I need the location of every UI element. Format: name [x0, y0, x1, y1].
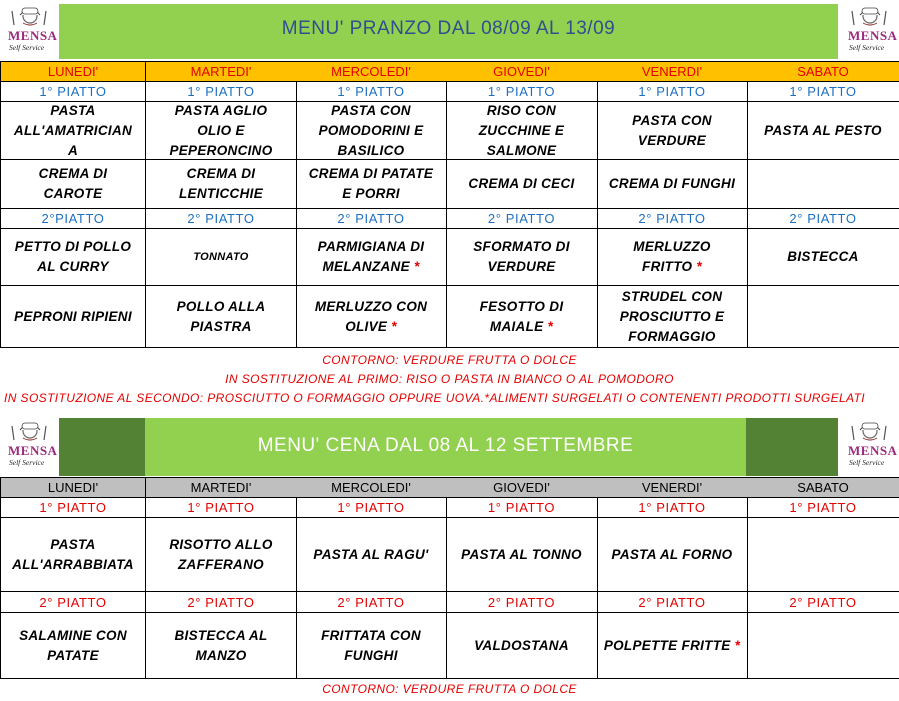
dish-name	[39, 164, 108, 204]
dish-line: PASTA AL FORNO	[611, 546, 733, 562]
lunch-course-label: 2° PIATTO	[597, 209, 748, 229]
dish-line: CREMA DI PATATE	[308, 166, 434, 181]
dish-line: PEPRONI RIPIENI	[14, 308, 132, 324]
dish-line: SALAMINE CON	[19, 627, 127, 643]
frozen-marker-icon: *	[730, 637, 741, 653]
dish-line: CAROTE	[43, 186, 103, 201]
mensa-logo-left	[0, 3, 60, 58]
dish-line: SFORMATO DI	[473, 239, 570, 254]
dish-line: PASTA AL PESTO	[764, 122, 882, 138]
logo-name: MENSA	[8, 28, 58, 43]
dish-line: FUNGHI	[344, 647, 398, 663]
dish-line: OLIO E	[197, 122, 245, 138]
dinner-day-header: MERCOLEDI'	[296, 478, 447, 498]
dish-line: ZAFFERANO	[178, 556, 264, 572]
dish-line: PIASTRA	[190, 318, 252, 334]
dish-name	[473, 237, 570, 277]
logo-name: MENSA	[848, 28, 898, 43]
dish-name	[764, 121, 882, 141]
lunch-dish-cell	[747, 160, 899, 209]
dish-line: ZUCCHINE E	[478, 122, 565, 138]
dinner-dish-cell	[597, 518, 748, 592]
lunch-dish-cell	[1, 229, 146, 286]
lunch-dish-cell	[747, 286, 899, 348]
dinner-header	[0, 415, 899, 477]
dish-line: MERLUZZO	[633, 239, 711, 254]
dish-name	[15, 237, 131, 277]
dinner-dish-cell	[597, 613, 748, 679]
lunch-day-header: VENERDI'	[597, 62, 748, 82]
lunch-dish-cell	[747, 102, 899, 160]
dinner-course-label: 1° PIATTO	[146, 498, 297, 518]
dish-name	[313, 545, 428, 565]
lunch-dish-cell	[597, 160, 748, 209]
dish-name	[193, 247, 248, 267]
dish-line: FORMAGGIO	[628, 328, 716, 344]
lunch-course-label: 1° PIATTO	[446, 82, 598, 102]
dish-line: BASILICO	[337, 142, 405, 158]
logo-name: MENSA	[848, 443, 898, 458]
dish-name	[318, 237, 425, 277]
frozen-marker-icon: *	[543, 318, 554, 334]
logo-subtitle: Self Service	[9, 458, 45, 467]
dinner-course-label: 2° PIATTO	[597, 592, 748, 613]
lunch-dish-cell	[747, 229, 899, 286]
dinner-table	[0, 477, 899, 679]
dinner-day-header: MARTEDI'	[146, 478, 297, 498]
dish-name	[174, 626, 267, 666]
dinner-title: MENU' CENA DAL 08 AL 12 SETTEMBRE	[257, 435, 634, 456]
lunch-dish-cell	[146, 286, 297, 348]
dish-name	[315, 297, 427, 337]
dinner-course-label: 2° PIATTO	[146, 592, 297, 613]
frozen-marker-icon: *	[692, 259, 702, 274]
mensa-logo-right	[840, 3, 899, 58]
dish-name	[479, 101, 565, 161]
dish-line: POLLO ALLA	[176, 298, 266, 314]
dish-name	[12, 535, 134, 575]
dish-name	[620, 287, 725, 347]
lunch-note-secondo: IN SOSTITUZIONE AL SECONDO: PROSCIUTTO O FORMAGGIO OPPURE UOVA.*ALIMENTI SURGELATI O CONTENENTI PRODOTTI SURGELATI	[4, 391, 866, 405]
dish-line: PEPERONCINO	[169, 142, 273, 158]
lunch-day-header: SABATO	[747, 62, 899, 82]
dinner-course-label: 1° PIATTO	[597, 498, 748, 518]
dish-name	[787, 247, 858, 267]
lunch-table	[0, 61, 899, 348]
dish-line: PASTA CON	[331, 102, 411, 118]
dinner-dish-cell	[146, 613, 297, 679]
lunch-course-label: 2°PIATTO	[1, 209, 146, 229]
dish-line: OLIVE	[345, 318, 388, 334]
dish-line: BISTECCA	[787, 249, 859, 264]
dinner-dish-cell	[296, 518, 447, 592]
dish-name	[468, 174, 574, 194]
dinner-course-label: 2° PIATTO	[747, 592, 899, 613]
dinner-course-label: 2° PIATTO	[1, 592, 146, 613]
mensa-logo-right-dinner	[840, 418, 899, 473]
lunch-dish-cell	[1, 160, 146, 209]
dinner-day-header: GIOVEDI'	[446, 478, 598, 498]
lunch-day-header: MARTEDI'	[146, 62, 297, 82]
dish-line: POLPETTE FRITTE	[603, 637, 731, 653]
dish-name	[177, 297, 266, 337]
dinner-day-header: LUNEDI'	[1, 478, 146, 498]
lunch-header	[0, 0, 899, 61]
dish-line: ALL'ARRABBIATA	[12, 556, 134, 572]
dish-line: PARMIGIANA DI	[317, 239, 425, 254]
dinner-course-label: 1° PIATTO	[296, 498, 447, 518]
dish-name	[632, 111, 712, 151]
lunch-dish-cell	[296, 102, 447, 160]
dish-line: FRITTATA CON	[321, 627, 421, 643]
logo-subtitle: Self Service	[849, 458, 885, 467]
lunch-dish-cell	[296, 286, 447, 348]
dish-name	[309, 164, 434, 204]
dish-line: PASTA	[50, 102, 96, 118]
lunch-day-header: MERCOLEDI'	[296, 62, 447, 82]
lunch-course-label: 2° PIATTO	[296, 209, 447, 229]
dish-line: PASTA AL TONNO	[461, 546, 582, 562]
dish-line: A	[67, 142, 79, 158]
lunch-dish-cell	[146, 160, 297, 209]
dish-line: PASTA AGLIO	[174, 102, 268, 118]
lunch-dish-cell	[597, 286, 748, 348]
dish-name	[612, 545, 733, 565]
lunch-dish-cell	[446, 160, 598, 209]
dish-line: CREMA DI CECI	[468, 176, 575, 191]
dish-name	[474, 636, 569, 656]
frozen-marker-icon: *	[409, 259, 420, 274]
dish-line: BISTECCA AL	[174, 627, 268, 643]
dinner-course-label: 1° PIATTO	[1, 498, 146, 518]
frozen-marker-icon: *	[387, 318, 397, 334]
dish-line: CREMA DI	[38, 166, 108, 181]
lunch-day-header: GIOVEDI'	[446, 62, 598, 82]
dish-name	[14, 101, 132, 161]
lunch-note-contorno: CONTORNO: VERDURE FRUTTA O DOLCE	[322, 353, 577, 367]
lunch-course-label: 1° PIATTO	[296, 82, 447, 102]
dish-line: LENTICCHIE	[179, 186, 263, 201]
dish-line: ALL'AMATRICIAN	[13, 122, 133, 138]
dish-line: RISOTTO ALLO	[169, 536, 273, 552]
dish-line: E PORRI	[342, 186, 400, 201]
dish-line: AL CURRY	[37, 259, 109, 274]
lunch-dish-cell	[597, 102, 748, 160]
lunch-title: MENU' PRANZO DAL 08/09 AL 13/09	[281, 18, 616, 39]
lunch-dish-cell	[146, 102, 297, 160]
dish-name	[604, 636, 740, 656]
dish-line: SALMONE	[486, 142, 557, 158]
lunch-course-label: 1° PIATTO	[146, 82, 297, 102]
dish-line: VALDOSTANA	[474, 637, 569, 653]
dish-name	[319, 101, 424, 161]
dish-name	[321, 626, 421, 666]
dish-line: FRITTO	[642, 259, 693, 274]
dish-name	[179, 164, 263, 204]
dish-line: MERLUZZO CON	[314, 298, 428, 314]
dish-name	[480, 297, 564, 337]
dinner-day-header: SABATO	[747, 478, 899, 498]
logo-subtitle: Self Service	[9, 43, 45, 52]
lunch-course-label: 2° PIATTO	[747, 209, 899, 229]
lunch-dish-cell	[446, 286, 598, 348]
lunch-course-label: 1° PIATTO	[747, 82, 899, 102]
dish-line: RISO CON	[486, 102, 557, 118]
dinner-day-header: VENERDI'	[597, 478, 748, 498]
dish-line: MELANZANE	[322, 259, 410, 274]
lunch-course-label: 1° PIATTO	[597, 82, 748, 102]
dish-line: PASTA AL RAGU'	[313, 546, 429, 562]
dish-line: PROSCIUTTO E	[619, 308, 725, 324]
dish-name	[461, 545, 582, 565]
dinner-dish-cell	[747, 613, 899, 679]
lunch-course-label: 2° PIATTO	[146, 209, 297, 229]
lunch-dish-cell	[1, 286, 146, 348]
dish-line: FESOTTO DI	[479, 298, 564, 314]
dinner-course-label: 2° PIATTO	[296, 592, 447, 613]
mensa-logo-left-dinner	[0, 418, 60, 473]
lunch-dish-cell	[446, 102, 598, 160]
dish-line: POMODORINI E	[318, 122, 424, 138]
lunch-course-label: 2° PIATTO	[446, 209, 598, 229]
lunch-dish-cell	[296, 160, 447, 209]
dish-line: PASTA CON	[632, 112, 712, 128]
lunch-course-label: 1° PIATTO	[1, 82, 146, 102]
dinner-course-label: 2° PIATTO	[446, 592, 598, 613]
dish-line: PETTO DI POLLO	[14, 239, 132, 254]
dish-line: TONNATO	[193, 251, 249, 263]
lunch-day-header: LUNEDI'	[1, 62, 146, 82]
logo-name: MENSA	[8, 443, 58, 458]
dish-name	[19, 626, 127, 666]
lunch-dish-cell	[446, 229, 598, 286]
dish-line: MANZO	[195, 647, 247, 663]
dinner-dish-cell	[146, 518, 297, 592]
lunch-dish-cell	[1, 102, 146, 160]
lunch-dish-cell	[296, 229, 447, 286]
dish-line: CREMA DI	[186, 166, 256, 181]
dinner-dish-cell	[1, 518, 146, 592]
lunch-note-primo: IN SOSTITUZIONE AL PRIMO: RISO O PASTA IN BIANCO O AL POMODORO	[225, 372, 674, 386]
dinner-title-bar-right	[746, 418, 838, 476]
dinner-dish-cell	[446, 518, 598, 592]
dish-line: VERDURE	[487, 259, 556, 274]
dish-line: MAIALE	[489, 318, 544, 334]
dinner-course-label: 1° PIATTO	[747, 498, 899, 518]
dinner-dish-cell	[296, 613, 447, 679]
dish-line: STRUDEL CON	[621, 288, 723, 304]
lunch-dish-cell	[597, 229, 748, 286]
dish-line: CREMA DI FUNGHI	[608, 176, 736, 191]
dish-name	[14, 307, 132, 327]
dinner-dish-cell	[1, 613, 146, 679]
dinner-note-contorno: CONTORNO: VERDURE FRUTTA O DOLCE	[322, 682, 577, 696]
logo-subtitle: Self Service	[849, 43, 885, 52]
dinner-dish-cell	[446, 613, 598, 679]
dish-name	[169, 101, 272, 161]
dish-name	[633, 237, 710, 277]
dinner-dish-cell	[747, 518, 899, 592]
dinner-title-bar-left	[59, 418, 145, 476]
dish-line: VERDURE	[637, 132, 707, 148]
lunch-dish-cell	[146, 229, 297, 286]
dinner-course-label: 1° PIATTO	[446, 498, 598, 518]
dish-line: PASTA	[50, 536, 96, 552]
dish-line: PATATE	[47, 647, 99, 663]
dish-name	[609, 174, 735, 194]
dish-name	[169, 535, 272, 575]
